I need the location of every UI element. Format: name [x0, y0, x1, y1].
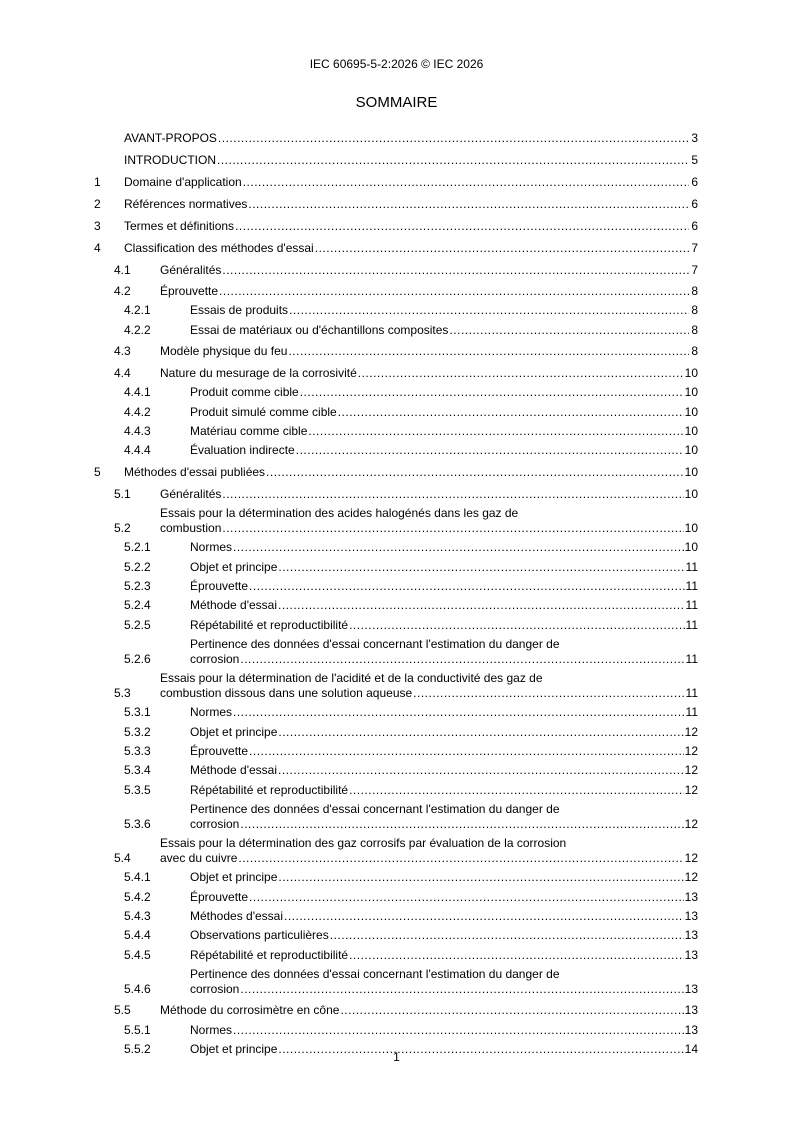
- dot-leader: [315, 241, 689, 256]
- toc-entry-title: Essais de produits: [190, 303, 289, 318]
- toc-entry-title: AVANT-PROPOS: [124, 131, 217, 145]
- toc-entry-title: Éprouvette: [160, 284, 219, 298]
- toc-entry-page: 11: [685, 579, 698, 594]
- toc-entry[interactable]: [94, 190, 698, 212]
- toc-entry-title: Objet et principe: [190, 1041, 278, 1056]
- toc-entry-title: Méthodes d'essai: [190, 908, 284, 923]
- toc-entry-number: 3: [94, 219, 101, 233]
- toc-entry[interactable]: [94, 963, 698, 997]
- toc-entry-title: Références normatives: [124, 197, 248, 211]
- dot-leader: [249, 579, 684, 594]
- toc-entry-page: 13: [684, 908, 698, 923]
- toc-entry-title: Évaluation indirecte: [190, 443, 295, 458]
- dot-leader: [300, 385, 684, 400]
- toc-entry[interactable]: [94, 212, 698, 234]
- toc-entry-title: Objet et principe: [190, 870, 278, 885]
- dot-leader: [413, 686, 684, 701]
- table-of-contents: [94, 124, 698, 1057]
- toc-entry-number: 5.3.5: [124, 782, 151, 797]
- dot-leader: [278, 560, 684, 575]
- toc-entry[interactable]: [94, 124, 698, 146]
- toc-entry-number: 5.3: [114, 685, 131, 700]
- toc-entry[interactable]: [94, 720, 698, 739]
- dot-leader: [308, 424, 683, 439]
- toc-entry-page: 12: [684, 782, 698, 797]
- toc-entry-title: Domaine d'application: [124, 175, 242, 189]
- toc-entry-number: 4.3: [114, 344, 131, 359]
- toc-entry-title: Produit comme cible: [190, 385, 299, 400]
- toc-entry[interactable]: [94, 458, 698, 480]
- toc-entry-title: Méthodes d'essai publiées: [124, 465, 266, 480]
- toc-entry-page: 13: [684, 947, 698, 962]
- toc-entry-title: Généralités: [160, 486, 222, 501]
- dot-leader: [233, 540, 684, 555]
- toc-entry-number: 5.5.1: [124, 1022, 151, 1037]
- dot-leader: [218, 131, 689, 146]
- dot-leader: [233, 705, 685, 720]
- toc-entry-page: 10: [684, 540, 698, 555]
- toc-entry-page: 6: [691, 197, 698, 211]
- toc-entry[interactable]: [94, 701, 698, 720]
- toc-entry-number: 5: [94, 465, 101, 480]
- toc-entry-number: 5.4.1: [124, 870, 151, 885]
- toc-entry-title: Méthode du corrosimètre en cône: [160, 1003, 340, 1018]
- toc-entry-page: 10: [684, 520, 698, 535]
- toc-entry-page: 7: [691, 241, 698, 255]
- dot-leader: [240, 817, 683, 832]
- toc-entry-page: 13: [684, 889, 698, 904]
- dot-leader: [284, 909, 684, 924]
- toc-entry-number: 5.4.6: [124, 981, 151, 996]
- toc-entry-page: 12: [684, 743, 698, 758]
- toc-entry[interactable]: [94, 575, 698, 594]
- dot-leader: [222, 263, 689, 278]
- toc-entry-title: Pertinence des données d'essai concernant l'estimation du danger de: [190, 801, 560, 816]
- dot-leader: [278, 763, 684, 778]
- toc-entry-title: avec du cuivre: [160, 850, 238, 865]
- toc-entry[interactable]: [94, 168, 698, 190]
- toc-entry-number: 5.4.5: [124, 947, 151, 962]
- toc-entry[interactable]: [94, 318, 698, 337]
- toc-entry-page: 8: [691, 322, 698, 337]
- toc-entry-number: 4.4.4: [124, 443, 151, 458]
- toc-entry-page: 10: [684, 365, 698, 380]
- dot-leader: [349, 948, 684, 963]
- toc-entry-title: Méthode d'essai: [190, 598, 278, 613]
- toc-entry[interactable]: [94, 400, 698, 419]
- dot-leader: [219, 284, 689, 299]
- toc-entry[interactable]: [94, 866, 698, 885]
- toc-entry-number: 5.4.4: [124, 928, 151, 943]
- toc-entry[interactable]: [94, 256, 698, 278]
- toc-entry-page: 11: [685, 705, 698, 720]
- toc-entry-page: 12: [684, 870, 698, 885]
- toc-entry-number: 5.2.3: [124, 579, 151, 594]
- toc-entry-number: 4.4.3: [124, 423, 151, 438]
- toc-entry-number: 5.4.2: [124, 889, 151, 904]
- toc-entry-page: 13: [684, 981, 698, 996]
- toc-entry[interactable]: [94, 555, 698, 574]
- toc-entry-page: 12: [684, 850, 698, 865]
- toc-entry-number: 5.4.3: [124, 908, 151, 923]
- dot-leader: [238, 851, 683, 866]
- dot-leader: [249, 890, 684, 905]
- toc-entry-number: 5.2.4: [124, 598, 151, 613]
- toc-entry-page: 12: [684, 816, 698, 831]
- toc-entry-page: 12: [684, 763, 698, 778]
- toc-entry-page: 13: [684, 1022, 698, 1037]
- toc-entry[interactable]: [94, 613, 698, 632]
- dot-leader: [296, 443, 684, 458]
- dot-leader: [449, 323, 689, 338]
- dot-leader: [330, 928, 684, 943]
- toc-entry-number: 5.3.3: [124, 743, 151, 758]
- toc-entry-number: 5.5: [114, 1003, 131, 1018]
- toc-entry-title: Généralités: [160, 262, 222, 277]
- toc-entry-title: corrosion: [190, 816, 240, 831]
- toc-entry-page: 7: [691, 262, 698, 277]
- toc-entry-number: 5.5.2: [124, 1041, 151, 1056]
- toc-entry-title: Répétabilité et reproductibilité: [190, 947, 349, 962]
- dot-leader: [240, 652, 684, 667]
- toc-entry[interactable]: [94, 278, 698, 300]
- toc-entry-page: 11: [685, 685, 698, 700]
- dot-leader: [278, 870, 683, 885]
- toc-entry-title: Répétabilité et reproductibilité: [190, 617, 349, 632]
- toc-entry-title: Nature du mesurage de la corrosivité: [160, 365, 357, 380]
- toc-entry-number: 4.4.1: [124, 385, 151, 400]
- toc-entry-title: Normes: [190, 1022, 233, 1037]
- toc-entry-title: Éprouvette: [190, 889, 249, 904]
- toc-entry-number: 5.2.6: [124, 651, 151, 666]
- toc-entry-title: Essais pour la détermination des acides halogénés dans les gaz de: [160, 505, 519, 520]
- toc-entry-title: combustion: [160, 520, 222, 535]
- toc-entry-title: Objet et principe: [190, 724, 278, 739]
- toc-entry-number: 5.2.1: [124, 540, 151, 555]
- toc-entry-page: 11: [685, 617, 698, 632]
- page-title: SOMMAIRE: [355, 94, 438, 111]
- toc-entry-number: 5.2.2: [124, 559, 151, 574]
- dot-leader: [248, 197, 689, 212]
- toc-entry-title: Répétabilité et reproductibilité: [190, 782, 349, 797]
- toc-entry-page: 10: [684, 404, 698, 419]
- toc-entry-page: 13: [684, 928, 698, 943]
- toc-entry-title: Essais pour la détermination des gaz corrosifs par évaluation de la corrosion: [160, 835, 567, 850]
- toc-entry[interactable]: [94, 740, 698, 759]
- toc-entry[interactable]: [94, 1018, 698, 1037]
- toc-entry[interactable]: [94, 943, 698, 962]
- toc-entry-page: 3: [691, 131, 698, 145]
- toc-entry-number: 4.4: [114, 365, 131, 380]
- toc-entry-title: Observations particulières: [190, 928, 329, 943]
- toc-entry-title: Produit simulé comme cible: [190, 404, 337, 419]
- toc-entry[interactable]: [94, 997, 698, 1019]
- dot-leader: [338, 405, 684, 420]
- toc-entry-page: 6: [691, 175, 698, 189]
- dot-leader: [235, 219, 689, 234]
- dot-leader: [289, 303, 689, 318]
- document-header: IEC 60695-5-2:2026 © IEC 2026: [309, 57, 484, 71]
- toc-entry-page: 10: [684, 486, 698, 501]
- toc-entry[interactable]: [94, 420, 698, 439]
- toc-entry[interactable]: [94, 502, 698, 536]
- toc-entry-page: 11: [685, 598, 698, 613]
- toc-entry[interactable]: [94, 905, 698, 924]
- toc-entry-page: 11: [685, 559, 698, 574]
- page-number: 1: [393, 1050, 400, 1064]
- toc-entry-title: Normes: [190, 705, 233, 720]
- toc-entry-page: 8: [691, 344, 698, 359]
- dot-leader: [266, 465, 684, 480]
- toc-entry[interactable]: [94, 798, 698, 832]
- toc-entry-title: Essais pour la détermination de l'acidité et de la conductivité des gaz de: [160, 670, 543, 685]
- dot-leader: [240, 982, 683, 997]
- toc-entry[interactable]: [94, 832, 698, 866]
- toc-entry-number: 5.1: [114, 486, 131, 501]
- toc-entry[interactable]: [94, 338, 698, 360]
- toc-entry-number: 1: [94, 175, 101, 189]
- toc-entry[interactable]: [94, 778, 698, 797]
- toc-entry-number: 5.2: [114, 520, 131, 535]
- toc-entry-page: 10: [684, 443, 698, 458]
- toc-entry-title: corrosion: [190, 651, 240, 666]
- toc-entry-title: Termes et définitions: [124, 219, 235, 233]
- toc-entry[interactable]: [94, 633, 698, 667]
- toc-entry-number: 4.2.2: [124, 322, 151, 337]
- toc-entry-page: 6: [691, 219, 698, 233]
- toc-entry-title: Pertinence des données d'essai concernant l'estimation du danger de: [190, 636, 560, 651]
- dot-leader: [349, 618, 684, 633]
- toc-entry-number: 4.4.2: [124, 404, 151, 419]
- toc-entry-page: 8: [691, 303, 698, 318]
- toc-entry[interactable]: [94, 299, 698, 318]
- toc-entry-number: 5.3.6: [124, 816, 151, 831]
- dot-leader: [288, 344, 689, 359]
- dot-leader: [217, 153, 689, 168]
- toc-entry[interactable]: [94, 439, 698, 458]
- toc-entry-page: 12: [684, 724, 698, 739]
- toc-entry-page: 5: [691, 153, 698, 167]
- toc-entry-page: 10: [684, 385, 698, 400]
- toc-entry-title: Éprouvette: [190, 743, 249, 758]
- toc-entry-number: 4.2: [114, 284, 131, 298]
- toc-entry-title: Modèle physique du feu: [160, 344, 288, 359]
- toc-entry-number: 5.2.5: [124, 617, 151, 632]
- toc-entry[interactable]: [94, 234, 698, 256]
- toc-entry-title: Méthode d'essai: [190, 763, 278, 778]
- toc-entry-page: 10: [684, 423, 698, 438]
- toc-entry-page: 11: [685, 651, 698, 666]
- toc-entry[interactable]: [94, 480, 698, 502]
- toc-entry-title: Matériau comme cible: [190, 423, 308, 438]
- toc-entry-page: 13: [684, 1003, 698, 1018]
- toc-entry-number: 4.2.1: [124, 303, 151, 318]
- toc-entry[interactable]: [94, 359, 698, 381]
- toc-entry-number: 4: [94, 241, 101, 255]
- toc-entry-title: Classification des méthodes d'essai: [124, 241, 314, 255]
- dot-leader: [222, 487, 683, 502]
- dot-leader: [340, 1003, 683, 1018]
- dot-leader: [349, 783, 684, 798]
- toc-entry-title: combustion dissous dans une solution aqueuse: [160, 685, 413, 700]
- toc-entry-page: 8: [691, 284, 698, 298]
- toc-entry-title: INTRODUCTION: [124, 153, 216, 167]
- toc-entry[interactable]: [94, 381, 698, 400]
- toc-entry-title: Pertinence des données d'essai concernant l'estimation du danger de: [190, 966, 560, 981]
- toc-entry[interactable]: [94, 924, 698, 943]
- toc-entry[interactable]: [94, 759, 698, 778]
- toc-entry-number: 5.3.1: [124, 705, 151, 720]
- dot-leader: [243, 175, 689, 190]
- dot-leader: [278, 598, 685, 613]
- toc-entry-page: 10: [684, 465, 698, 480]
- toc-entry[interactable]: [94, 536, 698, 555]
- dot-leader: [358, 366, 684, 381]
- dot-leader: [278, 725, 683, 740]
- toc-entry-title: corrosion: [190, 981, 240, 996]
- toc-entry-number: 5.3.4: [124, 763, 151, 778]
- toc-entry-number: 5.3.2: [124, 724, 151, 739]
- toc-entry-title: Essai de matériaux ou d'échantillons composites: [190, 322, 449, 337]
- toc-entry-page: 14: [684, 1041, 698, 1056]
- toc-entry-number: 5.4: [114, 850, 131, 865]
- toc-entry-number: 4.1: [114, 262, 131, 277]
- toc-entry[interactable]: [94, 667, 698, 701]
- toc-entry-title: Éprouvette: [190, 579, 249, 594]
- dot-leader: [249, 744, 684, 759]
- dot-leader: [233, 1023, 684, 1038]
- toc-entry[interactable]: [94, 146, 698, 168]
- toc-entry-title: Objet et principe: [190, 559, 278, 574]
- toc-entry[interactable]: [94, 594, 698, 613]
- toc-entry-title: Normes: [190, 540, 233, 555]
- toc-entry-number: 2: [94, 197, 101, 211]
- toc-entry[interactable]: [94, 885, 698, 904]
- dot-leader: [222, 521, 683, 536]
